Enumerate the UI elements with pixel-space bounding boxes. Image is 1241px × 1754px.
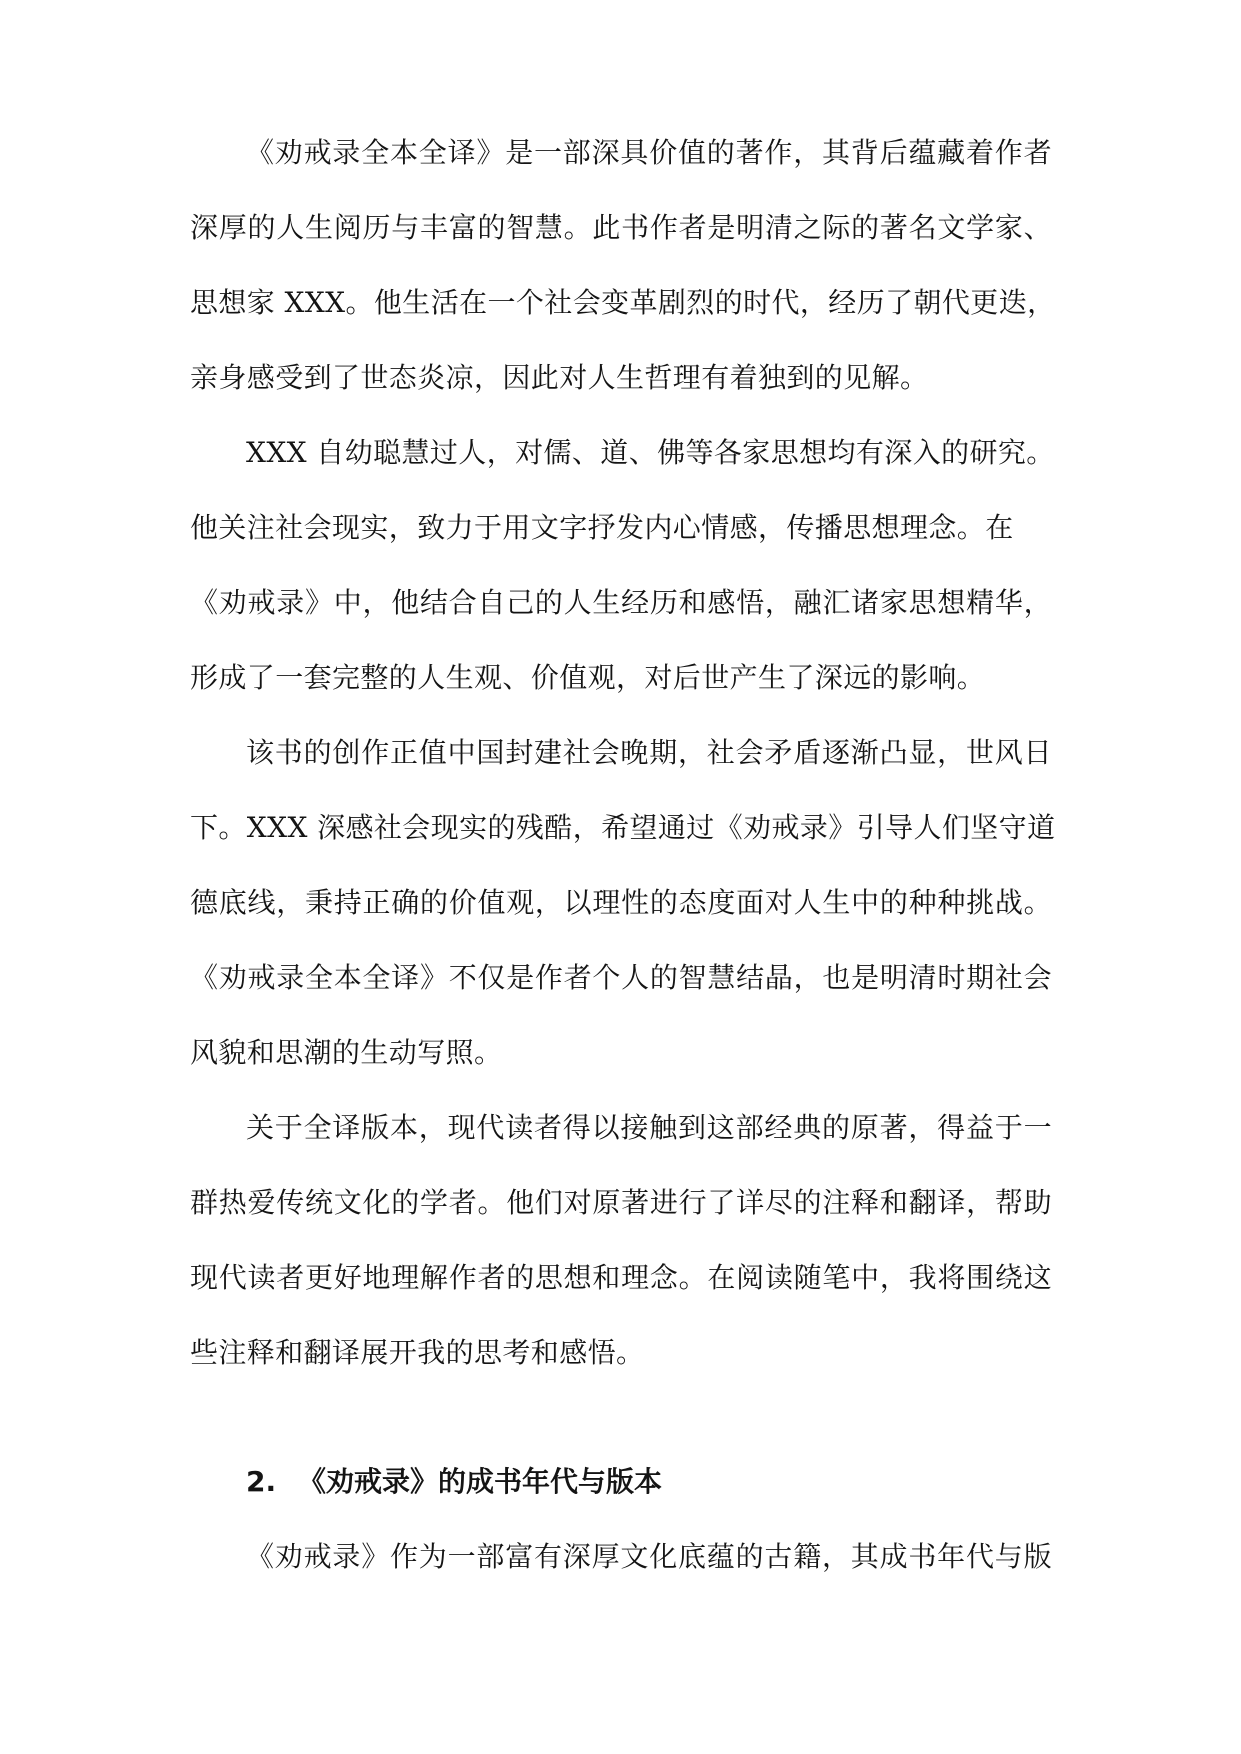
- section-heading: [246, 1464, 662, 1500]
- paragraph-2-line-2: 他关注社会现实，致力于用文字抒发内心情感，传播思想理念。在: [190, 511, 1014, 544]
- paragraph-2-line-1: XXX 自幼聪慧过人，对儒、道、佛等各家思想均有深入的研究。: [246, 436, 1055, 469]
- paragraph-2-line-3: 《劝戒录》中，他结合自己的人生经历和感悟，融汇诸家思想精华，: [190, 586, 1052, 619]
- paragraph-4-line-2: 群热爱传统文化的学者。他们对原著进行了详尽的注释和翻译，帮助: [190, 1186, 1052, 1219]
- paragraph-3-line-4: 《劝戒录全本全译》不仅是作者个人的智慧结晶，也是明清时期社会: [190, 961, 1052, 994]
- paragraph-3-line-1: 该书的创作正值中国封建社会晚期，社会矛盾逐渐凸显，世风日: [246, 736, 1052, 769]
- paragraph-4-line-4: 些注释和翻译展开我的思考和感悟。: [190, 1336, 645, 1369]
- paragraph-3-line-5: 风貌和思潮的生动写照。: [190, 1036, 503, 1069]
- paragraph-3-line-2: 下。XXX 深感社会现实的残酷，希望通过《劝戒录》引导人们坚守道: [190, 811, 1056, 844]
- paragraph-2-line-4: 形成了一套完整的人生观、价值观，对后世产生了深远的影响。: [190, 661, 986, 694]
- paragraph-1-line-4: 亲身感受到了世态炎凉，因此对人生哲理有着独到的见解。: [190, 361, 929, 394]
- paragraph-1-line-2: 深厚的人生阅历与丰富的智慧。此书作者是明清之际的著名文学家、: [190, 211, 1052, 244]
- paragraph-4-line-1: 关于全译版本，现代读者得以接触到这部经典的原著，得益于一: [246, 1111, 1052, 1144]
- paragraph-3-line-3: 德底线，秉持正确的价值观，以理性的态度面对人生中的种种挑战。: [190, 886, 1052, 919]
- paragraph-4-line-3: 现代读者更好地理解作者的思想和理念。在阅读随笔中，我将围绕这: [190, 1261, 1052, 1294]
- paragraph-1-line-3: 思想家 XXX。他生活在一个社会变革剧烈的时代，经历了朝代更迭，: [190, 286, 1056, 319]
- paragraph-1-line-1: 《劝戒录全本全译》是一部深具价值的著作，其背后蕴藏着作者: [246, 136, 1052, 169]
- paragraph-5-line-1: 《劝戒录》作为一部富有深厚文化底蕴的古籍，其成书年代与版: [246, 1540, 1052, 1573]
- section-number: 2.: [246, 1465, 277, 1498]
- section-title: 《劝戒录》的成书年代与版本: [298, 1465, 663, 1498]
